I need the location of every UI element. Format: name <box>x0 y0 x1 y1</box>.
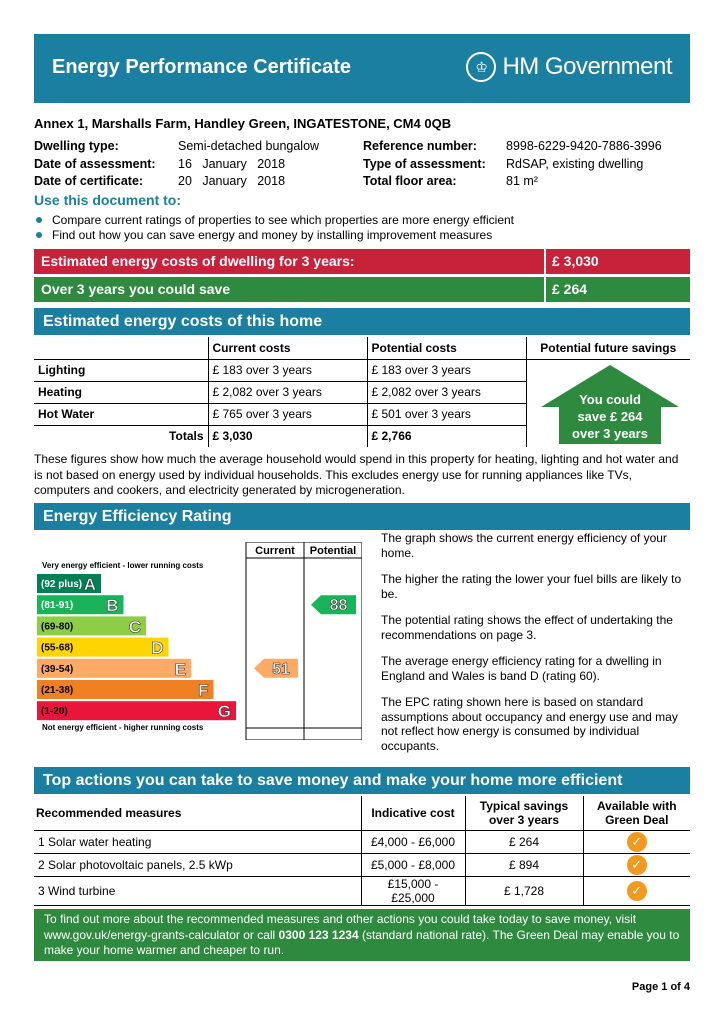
details-row <box>34 139 690 157</box>
bullet-item <box>34 228 514 244</box>
measure-name: 2 Solar photovoltaic panels, 2.5 kWp <box>34 853 361 876</box>
table-header: Typical savings over 3 years <box>465 796 583 830</box>
eer-text-paragraph: The graph shows the current energy efficiency of your home. <box>381 531 667 560</box>
green-deal-cell <box>583 876 690 905</box>
page-number: Page 1 of 4 <box>631 981 690 993</box>
potential-cost: £ 501 over 3 years <box>367 403 526 425</box>
savings-value: £ 264 <box>552 281 588 297</box>
potential-rating-value: 88 <box>329 597 348 615</box>
measure-cost: £4,000 - £6,000 <box>361 830 465 853</box>
checkmark-icon: ✓ <box>627 832 647 852</box>
table-header: Potential costs <box>367 337 526 359</box>
table-header: Indicative cost <box>361 796 465 830</box>
use-heading: Use this document to: <box>34 192 182 208</box>
costs-section-header: Estimated energy costs of this home <box>34 308 690 335</box>
detail-value: 16 January 2018 <box>178 156 286 171</box>
details-row <box>34 157 690 175</box>
eer-text-paragraph: The potential rating shows the effect of undertaking the recommendations on page 3. <box>381 613 673 642</box>
table-header: Available with Green Deal <box>583 796 690 830</box>
estimated-cost-label: Estimated energy costs of dwelling for 3 years: <box>41 253 355 269</box>
top-efficiency-label: Very energy efficient - lower running costs <box>42 561 204 570</box>
current-cost: £ 2,082 over 3 years <box>208 381 367 403</box>
savings-bar <box>34 277 690 302</box>
table-header: Potential future savings <box>526 337 690 359</box>
band-range-label: (69-80) <box>41 621 74 633</box>
eer-text-paragraph: The average energy efficiency rating for a dwelling in England and Wales is band D (rating 60). <box>381 654 662 683</box>
measure-saving: £ 264 <box>465 830 583 853</box>
bullet-item <box>34 212 514 228</box>
detail-label: Total floor area: <box>363 174 457 188</box>
checkmark-icon: ✓ <box>627 881 647 901</box>
current-column-label: Current <box>255 545 295 557</box>
detail-label: Date of certificate: <box>34 174 144 188</box>
crest-icon: ♔ <box>466 52 496 82</box>
savings-line-1: You could <box>579 392 641 407</box>
table-header-row <box>34 337 690 359</box>
detail-value: 81 m² <box>506 174 538 188</box>
band-range-label: (92 plus) <box>41 579 83 590</box>
table-row <box>34 830 690 853</box>
page-title: Energy Performance Certificate <box>52 56 352 78</box>
measure-name: 1 Solar water heating <box>34 830 361 853</box>
costs-explanation: These figures show how much the average household would spend in this property for heating, lighting and hot water and is not based on energy used by individual households. This excludes energy use for running appliances like TVs, computers and cookers, and electricity generated by microgeneration. <box>34 452 679 497</box>
measure-name: 3 Wind turbine <box>34 876 361 905</box>
band-letter-g: G <box>217 702 231 722</box>
cost-item: Hot Water <box>34 403 208 425</box>
table-header <box>34 337 208 359</box>
savings-label: Over 3 years you could save <box>41 281 231 297</box>
footer-text: (standard national rate). The Green Deal may enable you to make your home warmer and cheaper to run. <box>44 927 680 957</box>
band-range-label: (1-20) <box>41 706 68 718</box>
measure-saving: £ 1,728 <box>465 876 583 905</box>
cost-item: Lighting <box>34 359 208 381</box>
bottom-efficiency-label: Not energy efficient - higher running costs <box>42 723 204 732</box>
savings-arrow <box>541 365 679 444</box>
details-row <box>34 174 690 192</box>
band-range-label: (81-91) <box>41 600 74 612</box>
bullet-text: Find out how you can save energy and money by installing improvement measures <box>52 228 493 243</box>
use-bullets <box>34 212 514 243</box>
table-row <box>34 876 690 905</box>
measure-cost: £5,000 - £8,000 <box>361 853 465 876</box>
table-header: Current costs <box>208 337 367 359</box>
estimated-cost-value: £ 3,030 <box>552 253 599 269</box>
actions-section-header: Top actions you can take to save money and make your home more efficient <box>34 767 690 794</box>
savings-line-3: over 3 years <box>572 426 648 441</box>
bullet-icon <box>36 217 42 223</box>
band-letter-f: F <box>198 681 209 700</box>
detail-value: 8998-6229-9420-7886-3996 <box>506 139 662 153</box>
band-letter-a: A <box>83 575 96 594</box>
detail-label: Date of assessment: <box>34 156 156 171</box>
estimated-cost-bar <box>34 249 690 274</box>
totals-label: Totals <box>169 429 204 444</box>
current-rating-value: 51 <box>272 660 290 678</box>
footer-text: To find out more about the recommended measures and other actions you could take today to save money, visit www.gov.uk/energy-grants-calculator or call <box>44 912 637 942</box>
eer-chart <box>34 542 362 740</box>
green-deal-cell <box>583 853 690 876</box>
measure-saving: £ 894 <box>465 853 583 876</box>
eer-explanation <box>381 531 691 765</box>
band-range-label: (21-38) <box>41 685 74 696</box>
potential-cost: £ 183 over 3 years <box>367 359 526 381</box>
band-letter-d: D <box>151 638 164 658</box>
band-letter-c: C <box>128 617 141 637</box>
government-logo <box>466 52 672 82</box>
bullet-icon <box>36 232 42 238</box>
savings-line-2: save £ 264 <box>577 409 643 424</box>
detail-label: Dwelling type: <box>34 139 119 153</box>
government-name: HM Government <box>502 53 672 80</box>
eer-text-paragraph: The higher the rating the lower your fuel bills are likely to be. <box>381 572 682 601</box>
band-letter-e: E <box>174 659 186 679</box>
cost-item: Heating <box>34 381 208 403</box>
totals-current: £ 3,030 <box>208 425 367 447</box>
totals-potential: £ 2,766 <box>367 425 526 447</box>
table-header-row <box>34 796 690 830</box>
property-details <box>34 139 690 192</box>
detail-label: Type of assessment: <box>363 156 486 171</box>
detail-value: 20 January 2018 <box>178 174 286 188</box>
detail-value: RdSAP, existing dwelling <box>506 156 644 171</box>
bullet-text: Compare current ratings of properties to see which properties are more energy efficient <box>52 212 515 227</box>
checkmark-icon: ✓ <box>627 855 647 875</box>
actions-table <box>34 796 690 906</box>
potential-cost: £ 2,082 over 3 years <box>367 381 526 403</box>
potential-column-label: Potential <box>309 545 357 557</box>
band-range-label: (55-68) <box>41 642 74 654</box>
table-row <box>34 853 690 876</box>
detail-value: Semi-detached bungalow <box>178 139 320 153</box>
header-banner <box>34 34 690 103</box>
detail-label: Reference number: <box>363 139 477 153</box>
band-letter-b: B <box>106 596 119 616</box>
band-range-label: (39-54) <box>41 663 74 675</box>
eer-text-paragraph: The EPC rating shown here is based on standard assumptions about occupancy and energy use and may not reflect how energy is consumed by individual occupants. <box>381 695 678 753</box>
table-header: Recommended measures <box>34 796 361 830</box>
footer-info <box>34 909 690 961</box>
measure-cost: £15,000 - £25,000 <box>361 876 465 905</box>
green-deal-cell <box>583 830 690 853</box>
current-cost: £ 765 over 3 years <box>208 403 367 425</box>
footer-phone: 0300 123 1234 <box>278 927 359 942</box>
eer-section-header: Energy Efficiency Rating <box>34 503 690 530</box>
property-address: Annex 1, Marshalls Farm, Handley Green, INGATESTONE, CM4 0QB <box>34 116 452 131</box>
current-cost: £ 183 over 3 years <box>208 359 367 381</box>
